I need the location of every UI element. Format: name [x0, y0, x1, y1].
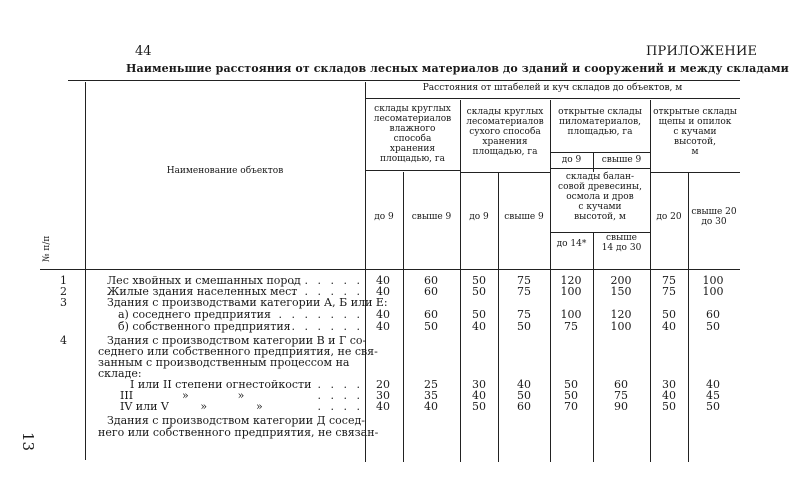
distance-value: 60 [424, 274, 438, 287]
header-bottom-rule [40, 269, 740, 270]
column-header-number: № п/п [42, 235, 52, 262]
subheader-pulpwood-group: склады балан- совой древесины, осмола и дров с кучами высотой, м [558, 172, 642, 222]
row-number: 2 [60, 285, 67, 298]
leader-dots: . . . . . . [291, 285, 363, 298]
distance-value: 100 [610, 320, 632, 333]
chips-subheader-rule [650, 172, 740, 173]
subheader-sawn-upto9: до 9 [561, 155, 582, 165]
distance-value: 75 [564, 320, 578, 333]
distance-value: 60 [706, 308, 720, 321]
distance-value: 20 [376, 378, 390, 391]
distance-value: 50 [517, 320, 531, 333]
distance-value: 50 [706, 320, 720, 333]
subheader-wet-upto9: до 9 [374, 212, 394, 222]
row-name: б) собственного предприятия [118, 320, 291, 333]
row-name: Лес хвойных и смешанных пород [107, 274, 301, 287]
leader-dots: . . . . . . [291, 320, 363, 333]
distance-value: 50 [564, 389, 578, 402]
row-name: IV или V » » [120, 400, 263, 413]
distance-value: 50 [662, 400, 676, 413]
distance-value: 60 [614, 378, 628, 391]
distance-value: 40 [662, 320, 676, 333]
distance-value: 50 [662, 308, 676, 321]
sawn-top-rule [550, 152, 650, 153]
distance-value: 50 [472, 400, 486, 413]
distance-value: 50 [472, 274, 486, 287]
distance-value: 60 [424, 285, 438, 298]
subheader-wet-over9: свыше 9 [411, 212, 452, 222]
distance-value: 75 [662, 285, 676, 298]
row-number: 1 [60, 274, 67, 287]
distance-value: 40 [376, 308, 390, 321]
row-name: Жилые здания населенных мест [107, 285, 298, 298]
col-divider [593, 232, 594, 462]
distance-value: 30 [662, 378, 676, 391]
distance-value: 100 [560, 285, 582, 298]
distance-value: 40 [424, 400, 438, 413]
leader-dots: . . . . [317, 389, 363, 402]
table-title: Наименьшие расстояния от складов лесных материалов до зданий и сооружений и между складами [126, 62, 789, 75]
distance-value: 120 [560, 274, 582, 287]
distance-value: 50 [706, 400, 720, 413]
sawn-sub-rule [550, 168, 650, 169]
table-top-rule [68, 80, 740, 81]
group-header-dry-roundwood: склады круглых лесоматериалов сухого способа хранения площадью, га [466, 107, 544, 157]
group-header-chips-sawdust: открытые склады щепы и опилок с кучами высотой, м [653, 107, 737, 157]
row-name: него или собственного предприятия, не связан- [98, 426, 379, 439]
distance-value: 75 [517, 285, 531, 298]
distance-value: 45 [706, 389, 720, 402]
distance-value: 50 [517, 389, 531, 402]
distance-value: 40 [706, 378, 720, 391]
distance-value: 90 [614, 400, 628, 413]
subheader-pulpwood-upto14: до 14* [556, 239, 587, 249]
distance-value: 40 [376, 274, 390, 287]
distance-value: 60 [517, 400, 531, 413]
row-name: III » » [120, 389, 245, 402]
distance-value: 40 [376, 285, 390, 298]
distance-value: 40 [376, 320, 390, 333]
distance-value: 40 [662, 389, 676, 402]
distance-value: 200 [610, 274, 632, 287]
distance-value: 120 [610, 308, 632, 321]
column-header-distances: Расстояния от штабелей и куч складов до объектов, м [422, 83, 683, 93]
leader-dots: . . . . [317, 400, 363, 413]
distance-value: 100 [702, 285, 724, 298]
distance-value: 30 [472, 378, 486, 391]
distance-value: 75 [614, 389, 628, 402]
row-name: Здания с производством категории Д сосед- [107, 414, 365, 427]
distance-value: 35 [424, 389, 438, 402]
row-number: 4 [60, 334, 67, 347]
side-page-number: 13 [19, 432, 37, 452]
distance-value: 60 [424, 308, 438, 321]
row-name: Здания с производством категории В и Г со- [107, 334, 367, 347]
group-header-rule [365, 98, 740, 99]
subheader-sawn-over9: свыше 9 [601, 155, 642, 165]
section-title: ПРИЛОЖЕНИЕ [646, 44, 758, 59]
distance-value: 30 [376, 389, 390, 402]
distance-value: 75 [517, 308, 531, 321]
distance-value: 75 [662, 274, 676, 287]
distance-value: 50 [472, 285, 486, 298]
row-name: складе: [98, 367, 142, 380]
distance-value: 25 [424, 378, 438, 391]
leader-dots: . . . . . . [291, 274, 363, 287]
distance-value: 40 [517, 378, 531, 391]
distance-value: 100 [560, 308, 582, 321]
column-header-name: Наименование объектов [166, 166, 284, 176]
distance-value: 75 [517, 274, 531, 287]
distance-value: 50 [424, 320, 438, 333]
group-header-wet-roundwood: склады круглых лесоматериалов влажного способа хранения площадью, га [373, 104, 452, 164]
subheader-dry-over9: свыше 9 [504, 212, 544, 222]
dry-subheader-rule [460, 172, 550, 173]
distance-value: 150 [610, 285, 632, 298]
distance-value: 40 [472, 389, 486, 402]
wet-subheader-rule [365, 170, 460, 171]
subheader-chips-20to30: свыше 20 до 30 [691, 207, 737, 227]
leader-dots: . . . . [317, 378, 363, 391]
row-name: а) соседнего предприятия [118, 308, 271, 321]
subheader-chips-upto20: до 20 [656, 212, 682, 222]
row-name: I или II степени огнестойкости [130, 378, 312, 391]
distance-value: 40 [376, 400, 390, 413]
distance-value: 50 [472, 308, 486, 321]
row-name: Здания с производствами категории А, Б или Е: [107, 296, 388, 309]
row-name: занным с производственным процессом на [98, 356, 350, 369]
distance-value: 50 [564, 378, 578, 391]
distance-value: 70 [564, 400, 578, 413]
row-number: 3 [60, 296, 67, 309]
group-header-sawn-timber: открытые склады пиломатериалов, площадью, га [558, 107, 642, 137]
distance-value: 40 [472, 320, 486, 333]
distance-value: 100 [702, 274, 724, 287]
subheader-pulpwood-14to30: свыше 14 до 30 [601, 233, 642, 253]
subheader-dry-upto9: до 9 [469, 212, 489, 222]
page-number: 44 [135, 44, 152, 59]
row-name: седнего или собственного предприятия, не свя- [98, 345, 378, 358]
leader-dots: . . . . . . . [278, 308, 363, 321]
name-column-left [85, 82, 86, 460]
